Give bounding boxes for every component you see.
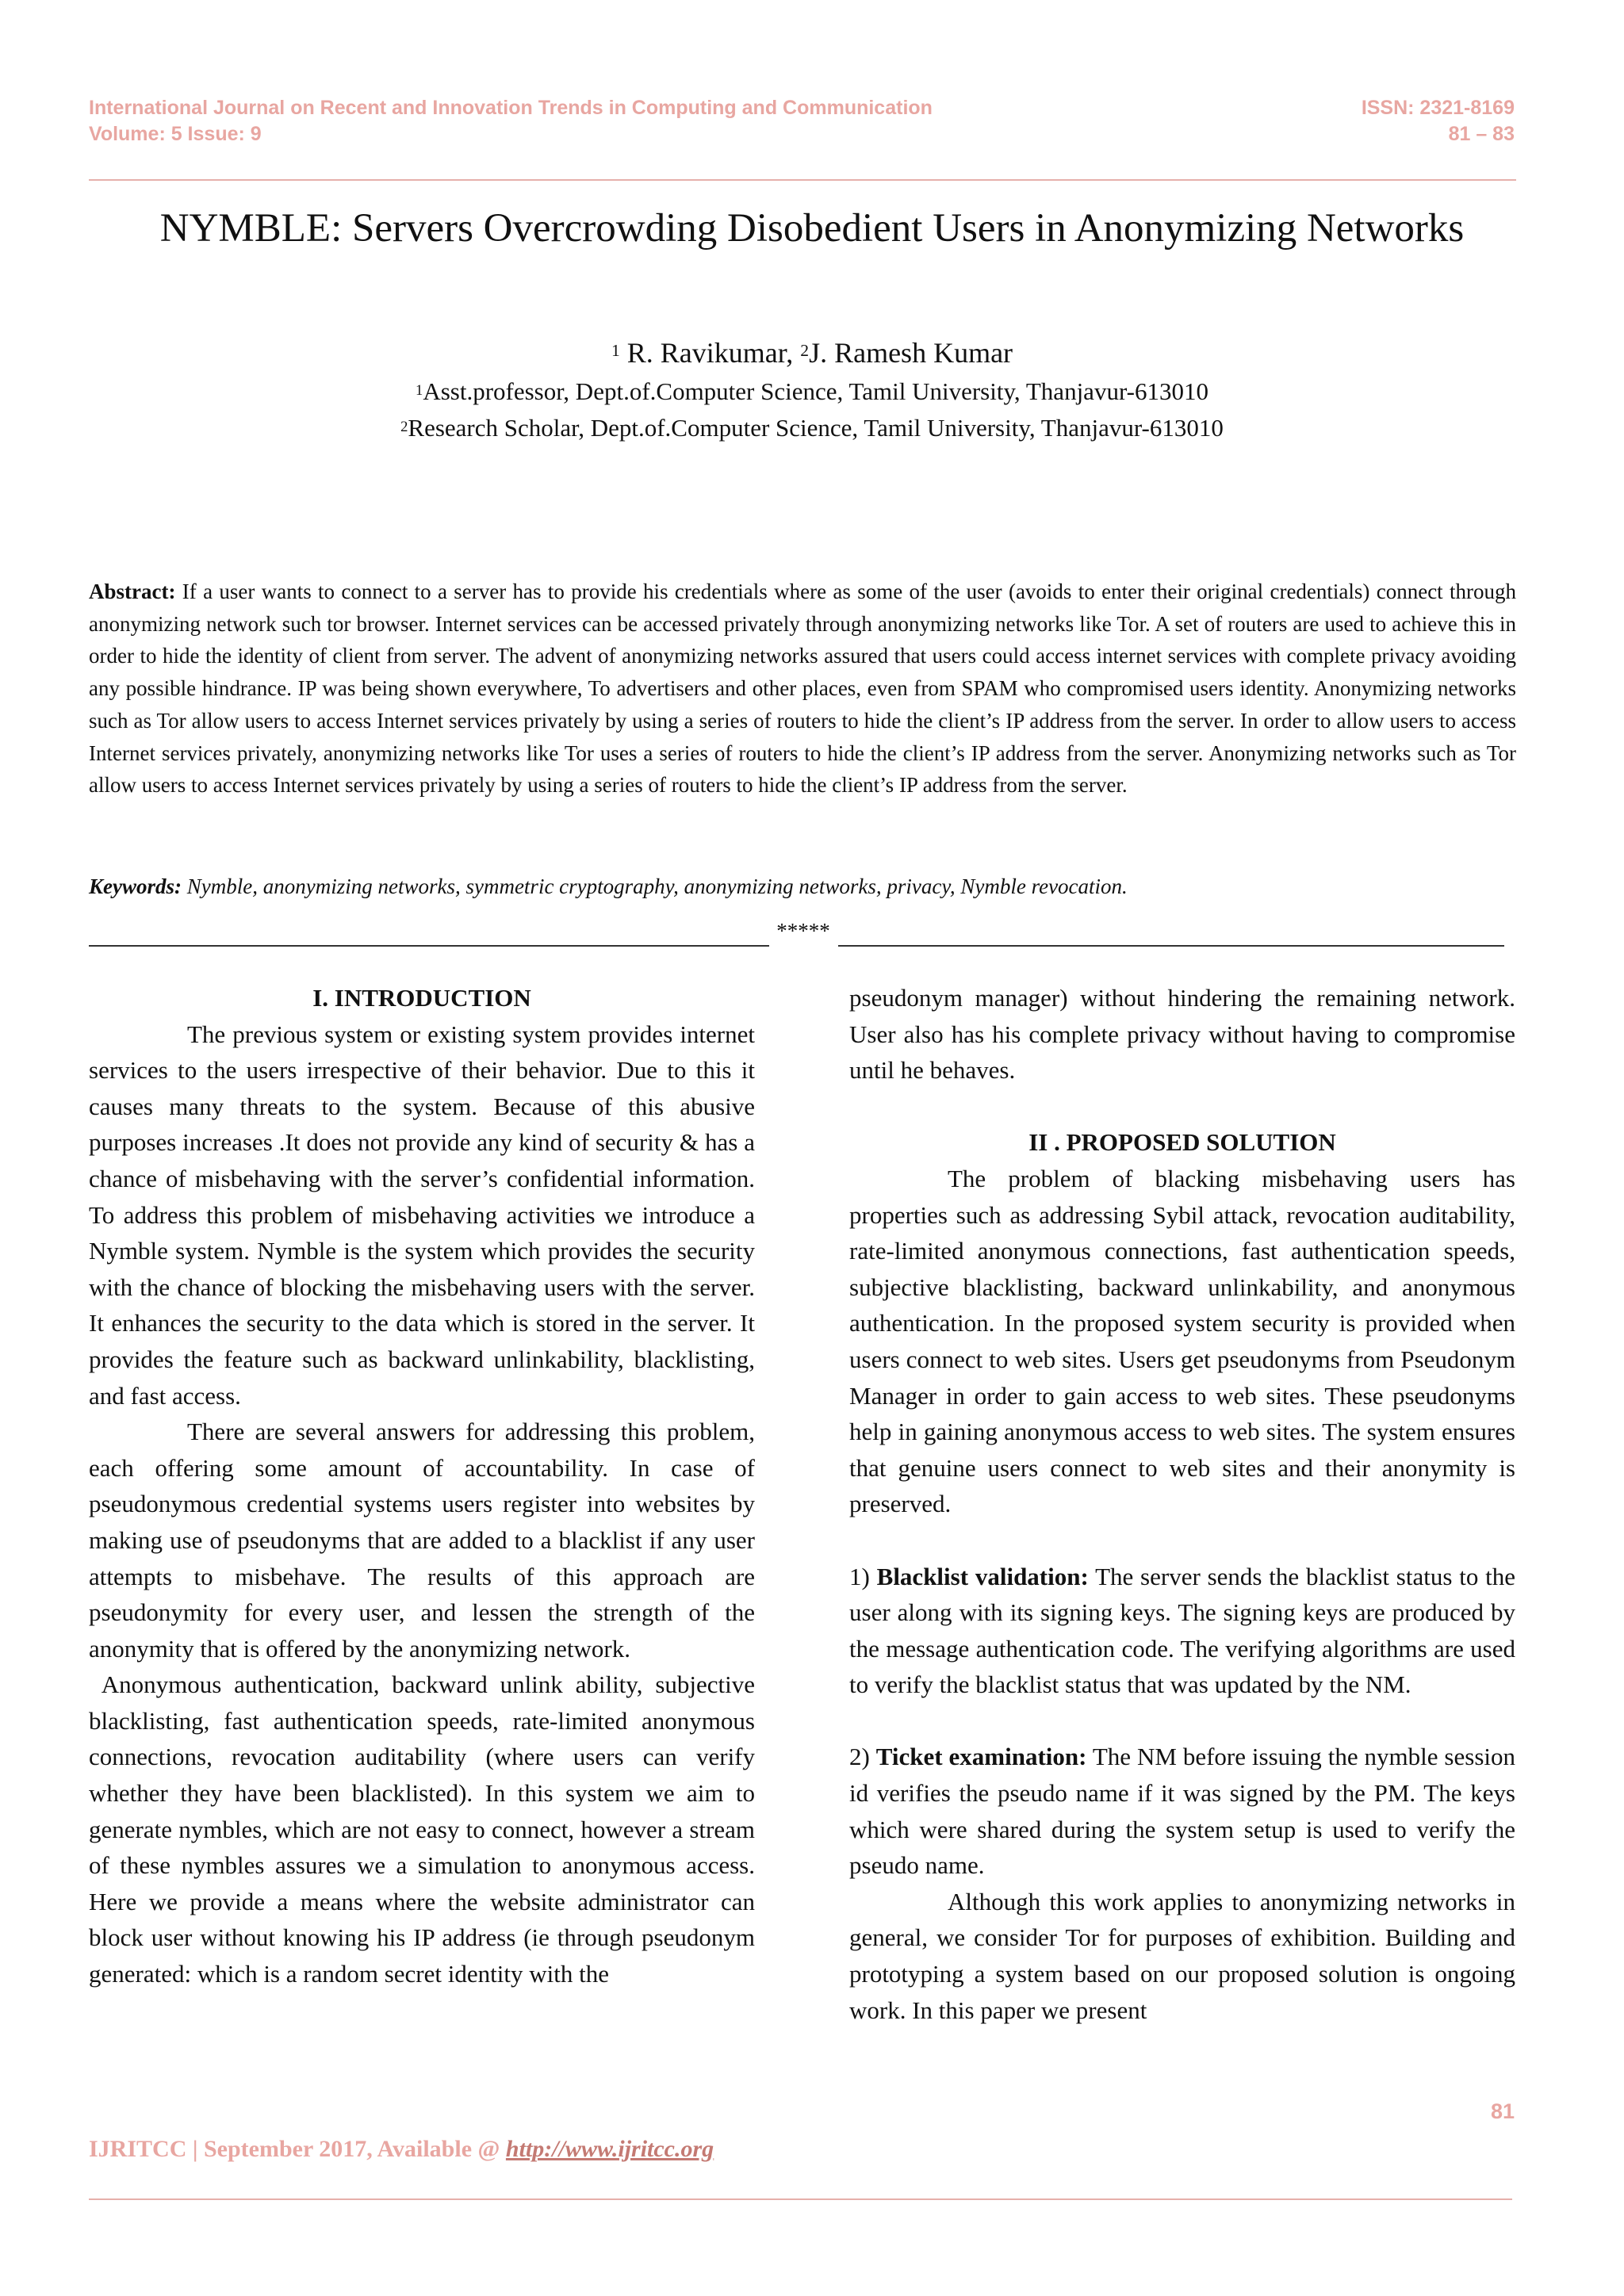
author2-superscript: 2 (800, 341, 810, 361)
keywords-label: Keywords: (89, 874, 182, 898)
page-range: 81 – 83 (1448, 123, 1515, 145)
item2-number: 2) (849, 1743, 870, 1771)
item1-number: 1) (849, 1562, 870, 1590)
spacer (849, 1522, 1515, 1559)
introduction-heading: I. INTRODUCTION (312, 984, 531, 1012)
separator-line-right (838, 945, 1504, 947)
left-column (89, 980, 755, 1992)
abstract-label: Abstract: (89, 580, 176, 603)
issn-header (1362, 95, 1515, 147)
intro-paragraph-3 (89, 1667, 755, 1992)
separator-line-left (89, 945, 769, 947)
affiliation2-text: Research Scholar, Dept.of.Computer Science, Tamil University, Thanjavur-613010 (408, 414, 1224, 442)
list-item-ticket-examination (849, 1739, 1515, 1883)
intro-paragraph-2: There are several answers for addressing this problem, each offering some amount of accountability. In case of pseudonymous credential systems users register into websites by making use of pseudonyms that are added to a blacklist if any user attempts to misbehave. The results of this approach are pseudonymity for every user, and lessen the strength of the anonymity that is offered by the anonymizing network. (89, 1418, 755, 1663)
author1-name: R. Ravikumar, (626, 337, 794, 369)
item2-label: Ticket examination: (875, 1743, 1087, 1771)
footer-link[interactable]: http://www.ijritcc.org (505, 2136, 714, 2162)
intro-paragraph-1: The previous system or existing system provides internet services to the users irrespective of their behavior. Due to this it causes many threats to the system. Because of this abusive purposes increases .It does not provide any kind of security & has a chance of misbehaving with the server’s confidential information. To address this problem of misbehaving activities we introduce a Nymble system. Nymble is the system which provides the security with the chance of blocking the misbehaving users with the server. It enhances the security to the data which is stored in the server. It provides the feature such as backward unlinkability, blacklisting, and fast access. (89, 1020, 755, 1410)
affiliation2-superscript: 2 (400, 418, 408, 435)
spacer (849, 1089, 1515, 1125)
footer (89, 2136, 714, 2163)
abstract-text: If a user wants to connect to a server has to provide his credentials where as some of the user (avoids to enter their original credentials) connect through anonymizing network such tor browser. Internet services can be accessed privately through anonymizing networks like Tor. A set of routers are used to achieve this in order to hide the identity of client from server. The advent of anonymizing networks assured that users could access internet services with complete privacy avoiding any possible hindrance. IP was being shown everywhere, To advertisers and other places, even from SPAM who compromised users identity. Anonymizing networks such as Tor allow users to access Internet services privately by using a series of routers to hide the client’s IP address from the server. In order to allow users to access Internet services privately, anonymizing networks like Tor uses a series of routers to hide the client’s IP address from the server. Anonymizing networks such as Tor allow users to access Internet services privately by using a series of routers to hide the client’s IP address from the server. (89, 580, 1516, 798)
affiliation1-text: Asst.professor, Dept.of.Computer Science, Tamil University, Thanjavur-613010 (423, 377, 1208, 405)
keywords-text: Nymble, anonymizing networks, symmetric cryptography, anonymizing networks, privacy, Nymble revocation. (186, 874, 1128, 898)
separator-stars: ***** (776, 919, 830, 943)
issn: ISSN: 2321-8169 (1361, 97, 1515, 119)
item1-label: Blacklist validation: (876, 1562, 1089, 1590)
right-column (849, 980, 1515, 2028)
item2-text: The NM before issuing the nymble session id verifies the pseudo name if it was signed by the PM. The keys which were shared during the system setup is used to verify the pseudo name. (849, 1743, 1515, 1880)
intro-paragraph-3-text: Anonymous authentication, backward unlink ability, subjective blacklisting, fast authentication speeds, rate-limited anonymous connections, revocation auditability (where users can verify whether they have been blacklisted). In this system we aim to generate nymbles, which are not easy to connect, however a stream of these nymbles assures we a simulation to anonymous access. Here we provide a means where the website administrator can block user without knowing his IP address (ie through pseudonym generated: which is a random secret identity with the (89, 1670, 755, 1988)
affiliation1-superscript: 1 (416, 381, 423, 399)
keywords (89, 871, 1516, 902)
author2-name: J. Ramesh Kumar (809, 337, 1013, 369)
footer-divider (89, 2198, 1512, 2200)
abstract (89, 576, 1516, 802)
list-item-blacklist-validation (849, 1559, 1515, 1703)
header-divider (89, 179, 1516, 181)
solution-paragraph-2: Although this work applies to anonymizing networks in general, we consider Tor for purposes of exhibition. Building and prototyping a system based on our proposed solution is ongoing work. In this paper we present (849, 1887, 1515, 2024)
page-number: 81 (1490, 2099, 1515, 2123)
paper-title: NYMBLE: Servers Overcrowding Disobedient Users in Anonymizing Networks (159, 206, 1465, 251)
solution-paragraph-1: The problem of blacking misbehaving users has properties such as addressing Sybil attack, revocation auditability, rate-limited anonymous connections, fast authentication speeds, subjective blacklisting, backward unlinkability, and anonymous authentication. In the proposed system security is provided when users connect to web sites. Users get pseudonyms from Pseudonym Manager in order to gain access to web sites. These pseudonyms help in gaining anonymous access to web sites. The system ensures that genuine users connect to web sites and their anonymity is preserved. (849, 1164, 1515, 1518)
footer-text: IJRITCC | September 2017, Available @ (89, 2136, 500, 2162)
author-line (0, 335, 1624, 371)
item1-text: The server sends the blacklist status to the user along with its signing keys. The signing keys are produced by the message authentication code. The verifying algorithms are used to verify the blacklist status that was updated by the NM. (849, 1562, 1515, 1699)
affiliation-2 (0, 412, 1624, 444)
author1-superscript: 1 (611, 341, 620, 361)
volume-issue: Volume: 5 Issue: 9 (89, 123, 262, 145)
spacer (849, 1703, 1515, 1739)
affiliation-1 (0, 376, 1624, 408)
intro-continuation: pseudonym manager) without hindering the remaining network. User also has his complete privacy without having to compromise until he behaves. (849, 984, 1515, 1085)
proposed-solution-heading: II . PROPOSED SOLUTION (1028, 1128, 1336, 1157)
journal-name: International Journal on Recent and Innovation Trends in Computing and Communication (89, 97, 933, 119)
journal-header (89, 95, 933, 147)
